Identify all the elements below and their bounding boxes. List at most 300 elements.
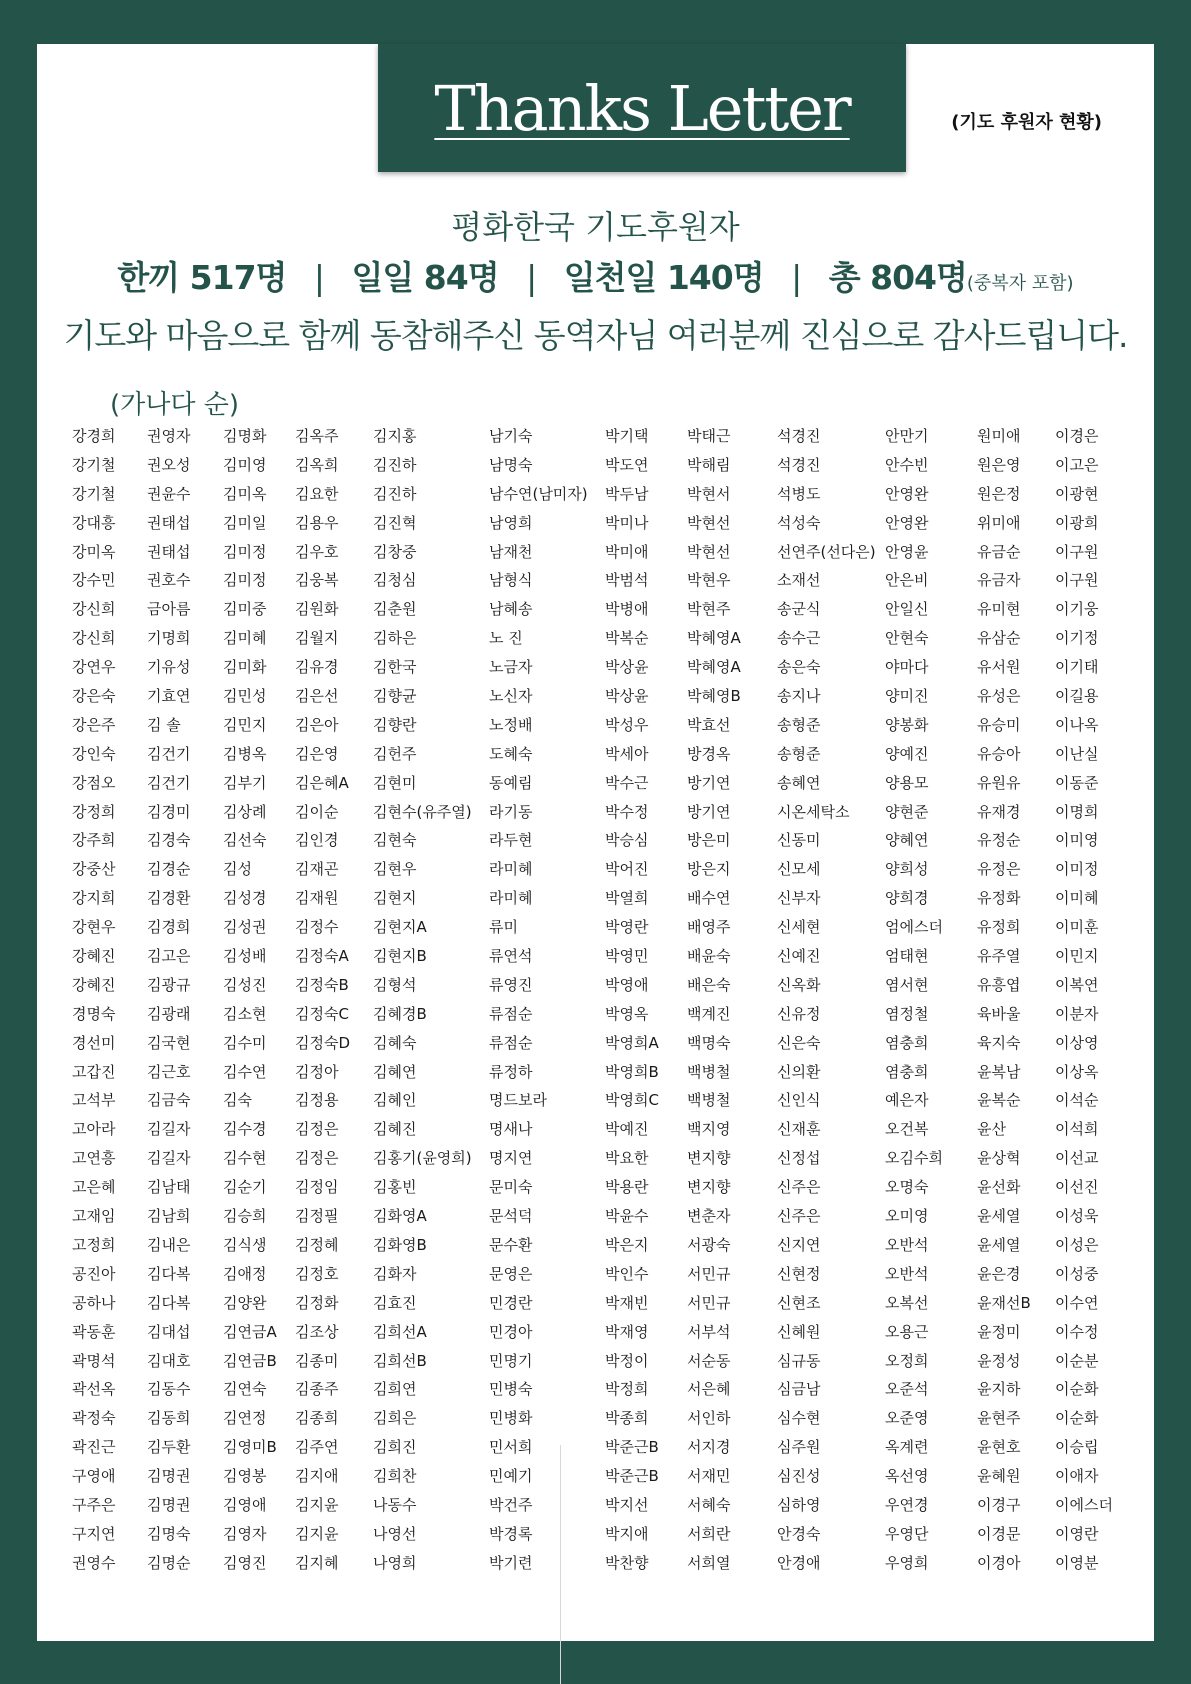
donor-name: 김이순 [295, 802, 339, 821]
names-grid [37, 422, 1154, 1572]
donor-name: 송수근 [777, 629, 821, 648]
donor-name: 강중산 [72, 860, 116, 879]
donor-name: 이난실 [1055, 744, 1099, 763]
donor-name: 박미애 [605, 542, 649, 561]
donor-name: 김혜진 [373, 1120, 417, 1139]
donor-name: 강연우 [72, 658, 116, 677]
donor-name: 강신희 [72, 629, 116, 648]
donor-name: 김현지 [373, 889, 417, 908]
donor-name: 안은비 [885, 571, 929, 590]
donor-name: 강현우 [72, 918, 116, 937]
donor-name: 민경란 [489, 1293, 533, 1312]
donor-name: 김인경 [295, 831, 339, 850]
donor-name: 양미진 [885, 687, 929, 706]
donor-name: 김유경 [295, 658, 339, 677]
donor-name: 박준근B [605, 1467, 659, 1486]
donor-name: 야마다 [885, 658, 929, 677]
donor-name: 서광숙 [687, 1235, 731, 1254]
donor-name: 김 솔 [147, 715, 181, 734]
donor-name: 서부석 [687, 1322, 731, 1341]
donor-name: 신혜원 [777, 1322, 821, 1341]
donor-name: 김영애 [223, 1495, 267, 1514]
donor-name: 김지윤 [295, 1524, 339, 1543]
donor-name: 서희란 [687, 1524, 731, 1543]
donor-name: 김지애 [295, 1467, 339, 1486]
donor-name: 심금남 [777, 1380, 821, 1399]
donor-name: 엄에스더 [885, 918, 943, 937]
donor-name: 노신자 [489, 687, 533, 706]
donor-name: 민병숙 [489, 1380, 533, 1399]
donor-name: 윤선화 [977, 1178, 1021, 1197]
donor-name: 이영분 [1055, 1553, 1099, 1572]
donor-name: 박영희C [605, 1091, 659, 1110]
donor-name: 김성경 [223, 889, 267, 908]
donor-name: 김소현 [223, 1004, 267, 1023]
donor-name: 김정화 [295, 1293, 339, 1312]
donor-name: 이상옥 [1055, 1062, 1099, 1081]
donor-name: 명새나 [489, 1120, 533, 1139]
donor-name: 신동미 [777, 831, 821, 850]
donor-name: 박경록 [489, 1524, 533, 1543]
donor-name: 김양완 [223, 1293, 267, 1312]
donor-name: 김희선A [373, 1322, 427, 1341]
donor-name: 이성중 [1055, 1264, 1099, 1283]
donor-name: 박현우 [687, 571, 731, 590]
donor-name: 박요한 [605, 1149, 649, 1168]
donor-name: 우영희 [885, 1553, 929, 1572]
donor-name: 이석희 [1055, 1120, 1099, 1139]
donor-name: 이광현 [1055, 484, 1099, 503]
donor-name: 송혜연 [777, 773, 821, 792]
donor-name: 박도연 [605, 455, 649, 474]
name-column [1055, 422, 1113, 1578]
donor-name: 윤세열 [977, 1207, 1021, 1226]
donor-name: 라두현 [489, 831, 533, 850]
donor-name: 김남태 [147, 1178, 191, 1197]
donor-name: 이기웅 [1055, 600, 1099, 619]
donor-name: 강신희 [72, 600, 116, 619]
donor-name: 김정필 [295, 1207, 339, 1226]
donor-name: 김홍기(윤영희) [373, 1149, 472, 1168]
donor-name: 배은숙 [687, 975, 731, 994]
donor-name: 곽정숙 [72, 1409, 116, 1428]
donor-name: 김현수(유주열) [373, 802, 472, 821]
donor-name: 도혜숙 [489, 744, 533, 763]
donor-name: 이순화 [1055, 1380, 1099, 1399]
donor-name: 윤지하 [977, 1380, 1021, 1399]
donor-name: 문미숙 [489, 1178, 533, 1197]
donor-name: 김웅복 [295, 571, 339, 590]
donor-name: 변지향 [687, 1149, 731, 1168]
donor-name: 이고은 [1055, 455, 1099, 474]
donor-name: 남재천 [489, 542, 533, 561]
donor-name: 신유정 [777, 1004, 821, 1023]
donor-name: 박용란 [605, 1178, 649, 1197]
donor-name: 이민지 [1055, 947, 1099, 966]
donor-name: 고정희 [72, 1235, 116, 1254]
donor-name: 김화영B [373, 1235, 427, 1254]
donor-name: 박어진 [605, 860, 649, 879]
donor-name: 김광규 [147, 975, 191, 994]
donor-name: 김광래 [147, 1004, 191, 1023]
donor-name: 심수현 [777, 1409, 821, 1428]
donor-name: 신인식 [777, 1091, 821, 1110]
donor-name: 윤은경 [977, 1264, 1021, 1283]
donor-name: 김병옥 [223, 744, 267, 763]
donor-name: 남형식 [489, 571, 533, 590]
stat-item-4: 총 804명 [828, 258, 967, 297]
donor-name: 심주원 [777, 1438, 821, 1457]
donor-name: 강지희 [72, 889, 116, 908]
donor-name: 노 진 [489, 629, 523, 648]
name-column [147, 422, 190, 1578]
donor-name: 김동수 [147, 1380, 191, 1399]
donor-name: 김성배 [223, 947, 267, 966]
donor-name: 김선숙 [223, 831, 267, 850]
order-label: (가나다 순) [110, 390, 240, 420]
donor-name: 남명숙 [489, 455, 533, 474]
name-column [295, 422, 350, 1578]
donor-name: 박영희A [605, 1033, 659, 1052]
donor-name: 우연경 [885, 1495, 929, 1514]
donor-name: 기명희 [147, 629, 191, 648]
donor-name: 김원화 [295, 600, 339, 619]
donor-name: 김종미 [295, 1351, 339, 1370]
donor-name: 강혜진 [72, 947, 116, 966]
donor-name: 김진하 [373, 455, 417, 474]
donor-name: 김은선 [295, 687, 339, 706]
donor-name: 김영미B [223, 1438, 277, 1457]
donor-name: 김은아 [295, 715, 339, 734]
donor-name: 신부자 [777, 889, 821, 908]
donor-name: 유흥엽 [977, 975, 1021, 994]
donor-name: 이나옥 [1055, 715, 1099, 734]
donor-name: 박영민 [605, 947, 649, 966]
donor-name: 양봉화 [885, 715, 929, 734]
donor-name: 강기철 [72, 484, 116, 503]
donor-name: 양현준 [885, 802, 929, 821]
donor-name: 심규동 [777, 1351, 821, 1370]
donor-name: 서순동 [687, 1351, 731, 1370]
donor-name: 박범석 [605, 571, 649, 590]
name-column [72, 422, 115, 1578]
donor-name: 경선미 [72, 1033, 116, 1052]
donor-name: 박상윤 [605, 658, 649, 677]
donor-name: 남영희 [489, 513, 533, 532]
donor-name: 박정희 [605, 1380, 649, 1399]
donor-name: 강점오 [72, 773, 116, 792]
donor-name: 김은혜A [295, 773, 349, 792]
donor-name: 김남희 [147, 1207, 191, 1226]
donor-name: 원은정 [977, 484, 1021, 503]
donor-name: 김미혜 [223, 629, 267, 648]
donor-name: 김길자 [147, 1120, 191, 1139]
donor-name: 박예진 [605, 1120, 649, 1139]
donor-name: 고아라 [72, 1120, 116, 1139]
donor-name: 김정수 [295, 918, 339, 937]
donor-name: 박태근 [687, 427, 731, 445]
donor-name: 민명기 [489, 1351, 533, 1370]
donor-name: 기유성 [147, 658, 191, 677]
donor-name: 김미일 [223, 513, 267, 532]
donor-name: 박준근B [605, 1438, 659, 1457]
donor-name: 안경애 [777, 1553, 821, 1572]
donor-name: 김대섭 [147, 1322, 191, 1341]
donor-name: 유정순 [977, 831, 1021, 850]
donor-name: 신모세 [777, 860, 821, 879]
donor-name: 양용모 [885, 773, 929, 792]
donor-name: 류정하 [489, 1062, 533, 1081]
donor-name: 김향란 [373, 715, 417, 734]
donor-name: 강인숙 [72, 744, 116, 763]
donor-name: 박재영 [605, 1322, 649, 1341]
donor-name: 김정은 [295, 1149, 339, 1168]
donor-name: 유승미 [977, 715, 1021, 734]
donor-name: 변춘자 [687, 1207, 731, 1226]
donor-name: 안일신 [885, 600, 929, 619]
donor-name: 고갑진 [72, 1062, 116, 1081]
donor-name: 김희진 [373, 1438, 417, 1457]
donor-name: 백병철 [687, 1062, 731, 1081]
donor-name: 김명권 [147, 1467, 191, 1486]
donor-name: 김동희 [147, 1409, 191, 1428]
donor-name: 남기숙 [489, 427, 533, 445]
donor-name: 김조상 [295, 1322, 339, 1341]
donor-name: 김희은 [373, 1409, 417, 1428]
donor-name: 박지선 [605, 1495, 649, 1514]
donor-name: 서희열 [687, 1553, 731, 1572]
donor-name: 김민성 [223, 687, 267, 706]
donor-name: 김지윤 [295, 1495, 339, 1514]
donor-name: 박현주 [687, 600, 731, 619]
donor-name: 박열희 [605, 889, 649, 908]
donor-name: 유성은 [977, 687, 1021, 706]
donor-name: 김수연 [223, 1062, 267, 1081]
donor-name: 김월지 [295, 629, 339, 648]
donor-name: 남수연(남미자) [489, 484, 588, 503]
donor-name: 유원유 [977, 773, 1021, 792]
donor-name: 이애자 [1055, 1467, 1099, 1486]
donor-name: 신현정 [777, 1264, 821, 1283]
donor-name: 김숙 [223, 1091, 252, 1110]
donor-name: 김청심 [373, 571, 417, 590]
donor-name: 김화자 [373, 1264, 417, 1283]
donor-name: 김연금A [223, 1322, 277, 1341]
stat-item-4-note: (중복자 포함) [966, 273, 1074, 294]
donor-name: 이광희 [1055, 513, 1099, 532]
donor-name: 문석덕 [489, 1207, 533, 1226]
donor-name: 류점순 [489, 1033, 533, 1052]
donor-name: 양희성 [885, 860, 929, 879]
donor-name: 윤혜원 [977, 1467, 1021, 1486]
donor-name: 이경은 [1055, 427, 1099, 445]
donor-name: 나동수 [373, 1495, 417, 1514]
donor-name: 이상영 [1055, 1033, 1099, 1052]
donor-name: 박병애 [605, 600, 649, 619]
donor-name: 서민규 [687, 1293, 731, 1312]
donor-name: 김혜숙 [373, 1033, 417, 1052]
donor-name: 안영완 [885, 513, 929, 532]
donor-name: 유서원 [977, 658, 1021, 677]
donor-name: 백지영 [687, 1120, 731, 1139]
donor-name: 안영완 [885, 484, 929, 503]
donor-name: 방기연 [687, 802, 731, 821]
donor-name: 김순기 [223, 1178, 267, 1197]
donor-name: 박승심 [605, 831, 649, 850]
donor-name: 김효진 [373, 1293, 417, 1312]
page-divider [560, 1445, 561, 1684]
donor-name: 윤상혁 [977, 1149, 1021, 1168]
donor-name: 김정용 [295, 1091, 339, 1110]
donor-name: 박현선 [687, 513, 731, 532]
subtitle: 평화한국 기도후원자 [451, 208, 740, 246]
donor-name: 구영애 [72, 1467, 116, 1486]
donor-name: 류점순 [489, 1004, 533, 1023]
donor-name: 김현숙 [373, 831, 417, 850]
donor-name: 양예진 [885, 744, 929, 763]
donor-name: 이수정 [1055, 1322, 1099, 1341]
donor-name: 김은영 [295, 744, 339, 763]
donor-name: 방은지 [687, 860, 731, 879]
donor-name: 김연정 [223, 1409, 267, 1428]
name-column [977, 422, 1031, 1578]
donor-name: 김하은 [373, 629, 417, 648]
donor-name: 송형준 [777, 715, 821, 734]
donor-name: 라기동 [489, 802, 533, 821]
donor-name: 안수빈 [885, 455, 929, 474]
donor-name: 오미영 [885, 1207, 929, 1226]
donor-name: 남혜송 [489, 600, 533, 619]
donor-name: 명지연 [489, 1149, 533, 1168]
donor-name: 신지연 [777, 1235, 821, 1254]
donor-name: 유재경 [977, 802, 1021, 821]
donor-name: 김수미 [223, 1033, 267, 1052]
donor-name: 김용우 [295, 513, 339, 532]
donor-name: 신의환 [777, 1062, 821, 1081]
donor-name: 방경옥 [687, 744, 731, 763]
donor-name: 서혜숙 [687, 1495, 731, 1514]
donor-name: 신주은 [777, 1207, 821, 1226]
donor-name: 소재선 [777, 571, 821, 590]
donor-name: 김정숙D [295, 1033, 351, 1052]
donor-name: 염정철 [885, 1004, 929, 1023]
donor-name: 안경숙 [777, 1524, 821, 1543]
donor-name: 권태섭 [147, 513, 191, 532]
donor-name: 이기태 [1055, 658, 1099, 677]
donor-name: 옥계련 [885, 1438, 929, 1457]
donor-name: 이복연 [1055, 975, 1099, 994]
donor-name: 유승아 [977, 744, 1021, 763]
donor-name: 윤복순 [977, 1091, 1021, 1110]
donor-name: 박수근 [605, 773, 649, 792]
donor-name: 이경문 [977, 1524, 1021, 1543]
donor-name: 류영진 [489, 975, 533, 994]
donor-name: 김홍빈 [373, 1178, 417, 1197]
donor-name: 서인하 [687, 1409, 731, 1428]
donor-name: 박인수 [605, 1264, 649, 1283]
donor-name: 고석부 [72, 1091, 116, 1110]
donor-name: 박성우 [605, 715, 649, 734]
donor-name: 백병철 [687, 1091, 731, 1110]
donor-name: 원미애 [977, 427, 1021, 445]
donor-name: 엄태현 [885, 947, 929, 966]
donor-name: 송지나 [777, 687, 821, 706]
donor-name: 이순분 [1055, 1351, 1099, 1370]
donor-name: 배윤숙 [687, 947, 731, 966]
stat-item-3: 일천일 140명 [563, 258, 764, 297]
donor-name: 김주연 [295, 1438, 339, 1457]
donor-name: 김혜연 [373, 1062, 417, 1081]
donor-name: 김명화 [223, 427, 267, 445]
donor-name: 고재임 [72, 1207, 116, 1226]
donor-name: 강주희 [72, 831, 116, 850]
donor-name: 박현서 [687, 484, 731, 503]
donor-name: 박기택 [605, 427, 649, 445]
donor-name: 예은자 [885, 1091, 929, 1110]
donor-name: 박은지 [605, 1235, 649, 1254]
donor-name: 박재빈 [605, 1293, 649, 1312]
donor-name: 강혜진 [72, 975, 116, 994]
donor-name: 김지혜 [295, 1553, 339, 1572]
donor-name: 이수연 [1055, 1293, 1099, 1312]
donor-name: 박종희 [605, 1409, 649, 1428]
donor-name: 신현조 [777, 1293, 821, 1312]
donor-name: 김민지 [223, 715, 267, 734]
donor-name: 신예진 [777, 947, 821, 966]
donor-name: 구지연 [72, 1524, 116, 1543]
donor-name: 구주은 [72, 1495, 116, 1514]
donor-name: 유주열 [977, 947, 1021, 966]
donor-name: 이미혜 [1055, 889, 1099, 908]
donor-name: 라미혜 [489, 860, 533, 879]
donor-name: 민예기 [489, 1467, 533, 1486]
donor-name: 김부기 [223, 773, 267, 792]
name-column [777, 422, 876, 1578]
donor-name: 강은주 [72, 715, 116, 734]
donor-name: 박해림 [687, 455, 731, 474]
donor-name: 김진하 [373, 484, 417, 503]
donor-name: 윤복남 [977, 1062, 1021, 1081]
donor-name: 박윤수 [605, 1207, 649, 1226]
donor-name: 김근호 [147, 1062, 191, 1081]
donor-name: 안현숙 [885, 629, 929, 648]
donor-name: 김재곤 [295, 860, 339, 879]
donor-name: 오용근 [885, 1322, 929, 1341]
donor-name: 강수민 [72, 571, 116, 590]
donor-name: 유금자 [977, 571, 1021, 590]
donor-name: 서지경 [687, 1438, 731, 1457]
donor-name: 김화영A [373, 1207, 427, 1226]
donor-name: 선연주(선다은) [777, 542, 876, 561]
donor-name: 신주은 [777, 1178, 821, 1197]
stats-line [37, 252, 1154, 299]
donor-name: 김정숙B [295, 975, 349, 994]
donor-name: 김명숙 [147, 1524, 191, 1543]
donor-name: 김영자 [223, 1524, 267, 1543]
donor-name: 기효연 [147, 687, 191, 706]
donor-name: 경명숙 [72, 1004, 116, 1023]
donor-name: 이미영 [1055, 831, 1099, 850]
donor-name: 유정은 [977, 860, 1021, 879]
thanks-message: 기도와 마음으로 함께 동참해주신 동역자님 여러분께 진심으로 감사드립니다. [63, 316, 1128, 355]
donor-name: 박복순 [605, 629, 649, 648]
donor-name: 유금순 [977, 542, 1021, 561]
donor-name: 금아름 [147, 600, 191, 619]
donor-name: 오복선 [885, 1293, 929, 1312]
donor-name: 염서현 [885, 975, 929, 994]
donor-name: 박건주 [489, 1495, 533, 1514]
donor-name: 김희선B [373, 1351, 427, 1370]
